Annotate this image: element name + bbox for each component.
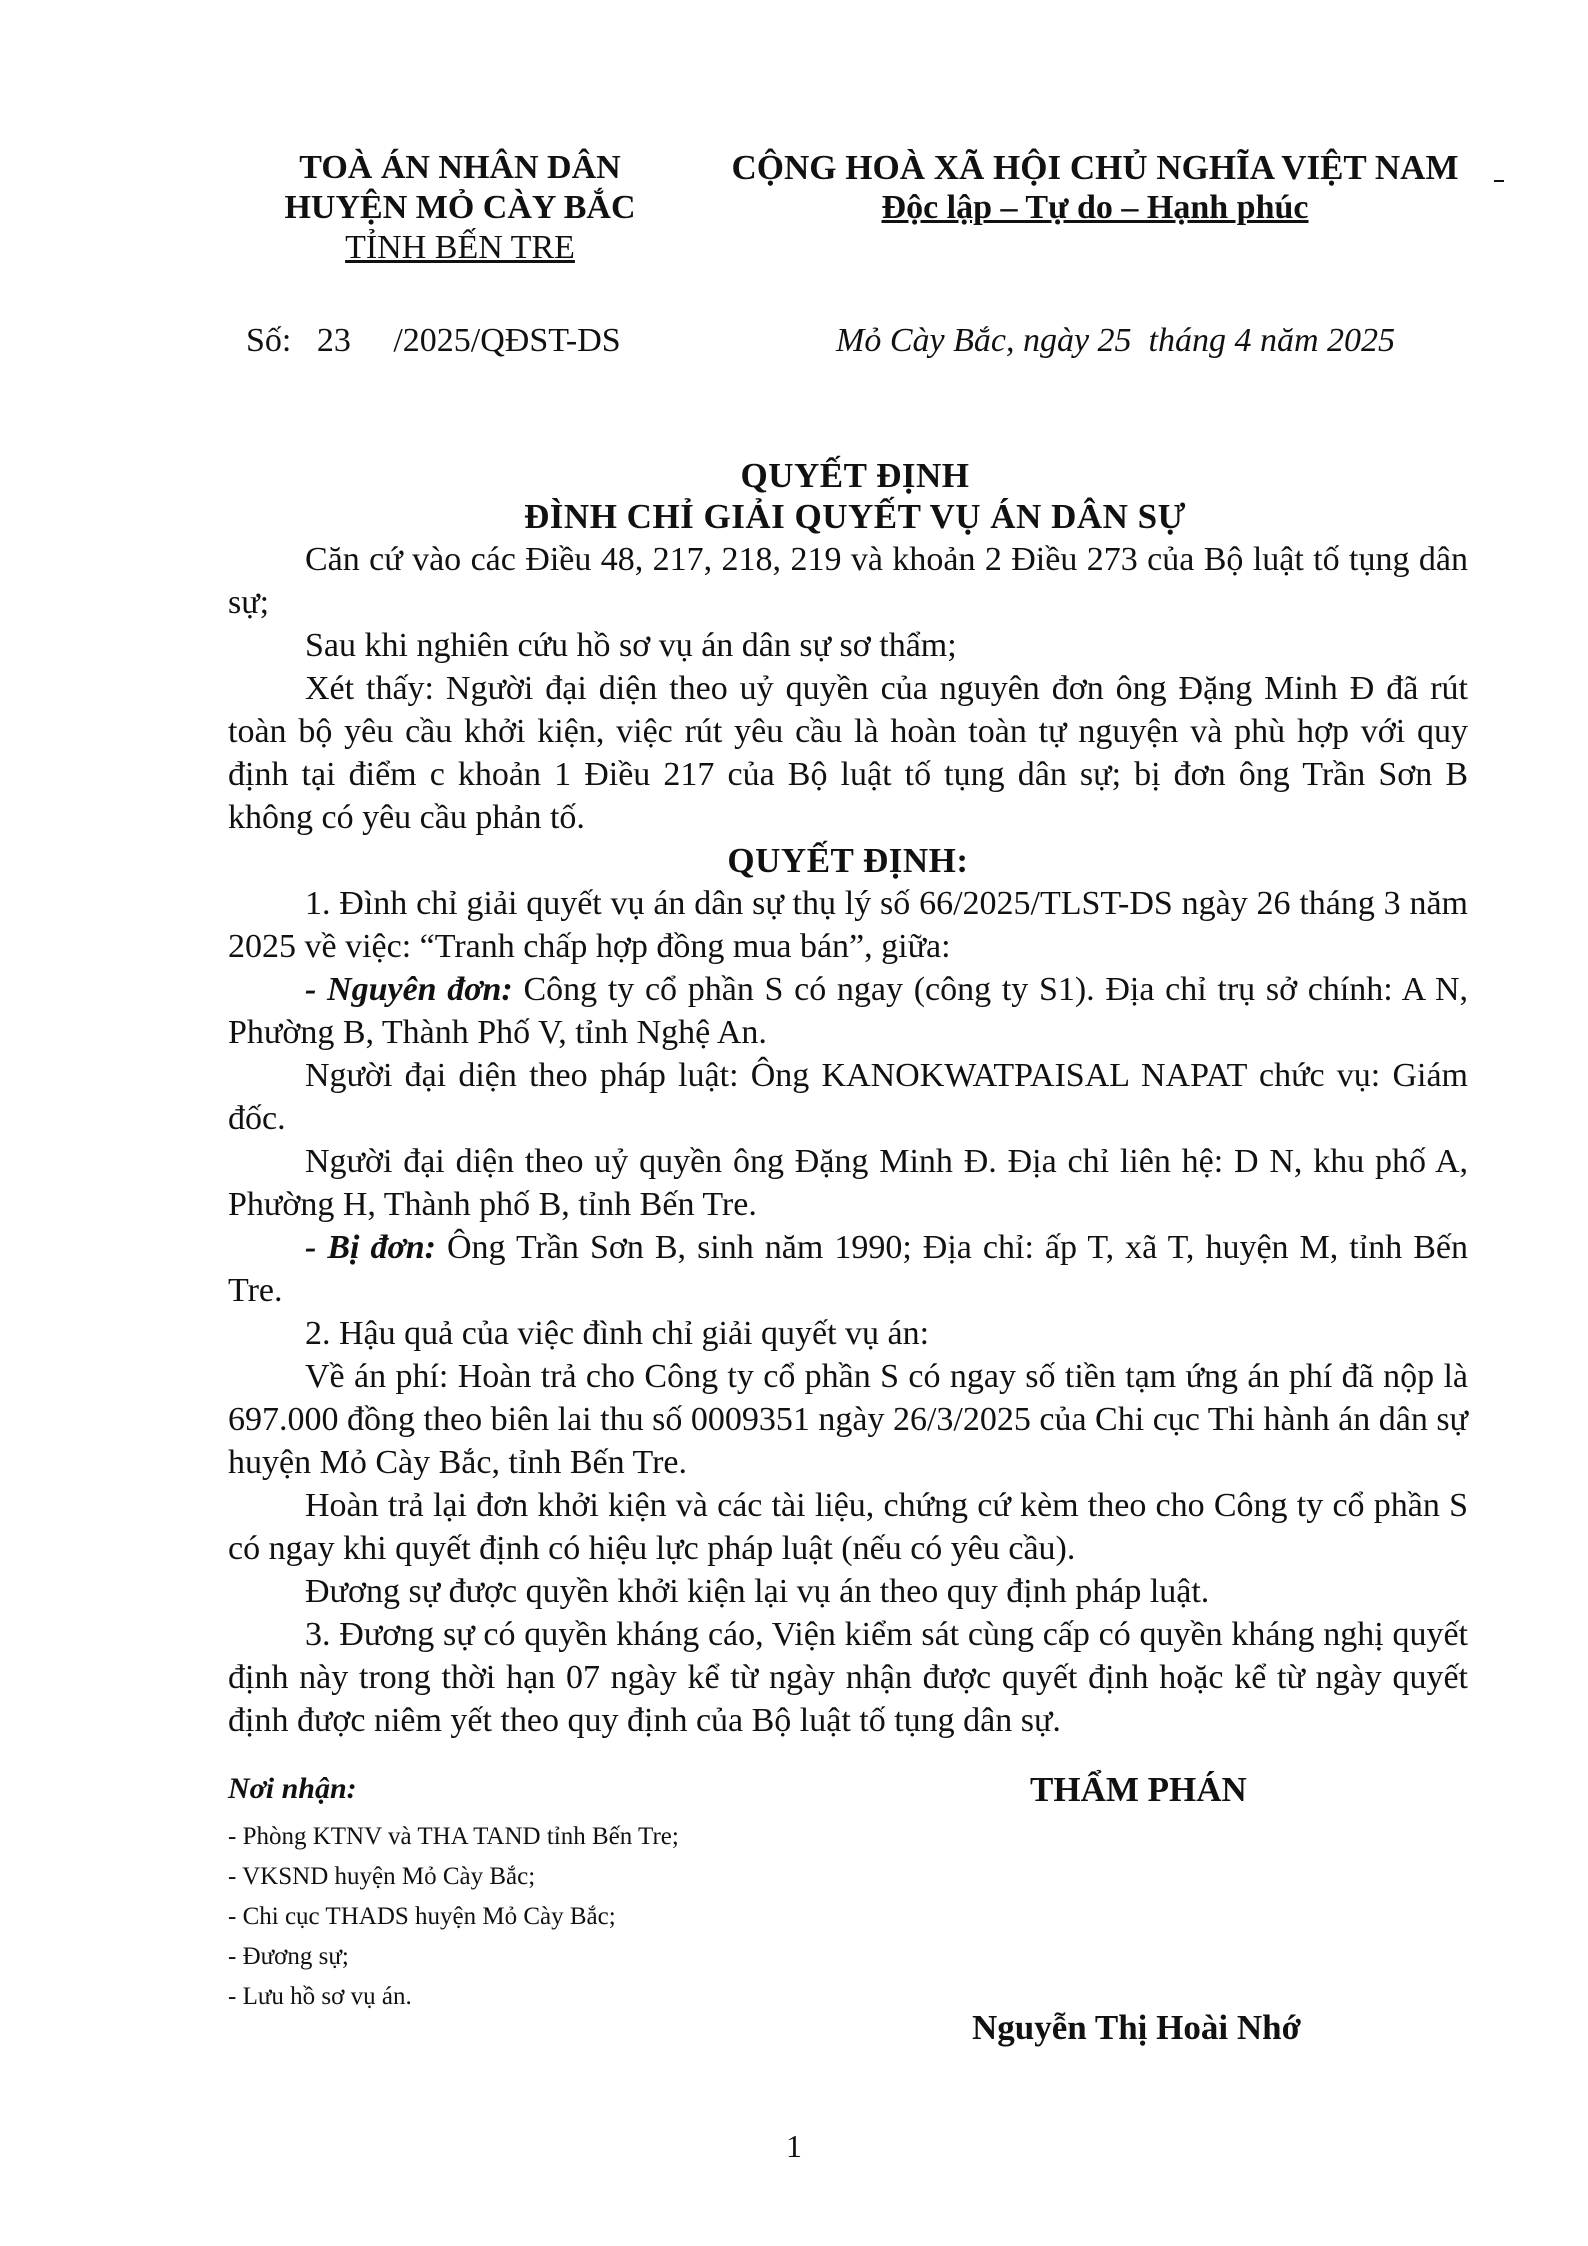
document-title: QUYẾT ĐỊNH <box>740 456 970 495</box>
defendant-details: Ông Trần Sơn B, sinh năm 1990; Địa chỉ: ấp T, xã T, huyện M, tỉnh Bến Tre. <box>228 1229 1468 1309</box>
court-name-line2: HUYỆN MỎ CÀY BẮC <box>284 189 636 226</box>
legal-basis-paragraph: Căn cứ vào các Điều 48, 217, 218, 219 và khoản 2 Điều 273 của Bộ luật tố tụng dân sự; <box>228 541 1468 621</box>
return-documents-paragraph: Hoàn trả lại đơn khởi kiện và các tài liệu, chứng cứ kèm theo cho Công ty cổ phần S có ngay khi quyết định có hiệu lực pháp luật (nếu có yêu cầu). <box>228 1487 1468 1567</box>
recipient-item: - Chi cục THADS huyện Mỏ Cày Bắc; <box>228 1903 616 1930</box>
defendant-paragraph <box>228 1226 1468 1312</box>
plaintiff-details: Công ty cổ phần S có ngay (công ty S1). Địa chỉ trụ sở chính: A N, Phường B, Thành Phố V, tỉnh Nghệ An. <box>228 971 1468 1051</box>
national-motto: Độc lập – Tự do – Hạnh phúc <box>881 189 1309 226</box>
court-province: TỈNH BẾN TRE <box>345 229 575 266</box>
considering-paragraph: Xét thấy: Người đại diện theo uỷ quyền của nguyên đơn ông Đặng Minh Đ đã rút toàn bộ yêu cầu khởi kiện, việc rút yêu cầu là hoàn toàn tự nguyện và phù hợp với quy định tại điểm c khoản 1 Điều 217 của Bộ luật tố tụng dân sự; bị đơn ông Trần Sơn B không có yêu cầu phản tố. <box>228 670 1468 836</box>
decision-heading: QUYẾT ĐỊNH: <box>727 841 969 880</box>
decision-item-1: 1. Đình chỉ giải quyết vụ án dân sự thụ lý số 66/2025/TLST-DS ngày 26 tháng 3 năm 2025 về việc: “Tranh chấp hợp đồng mua bán”, giữa: <box>228 885 1468 965</box>
place-date: Mỏ Cày Bắc, ngày 25 tháng 4 năm 2025 <box>836 322 1396 359</box>
decision-body <box>228 538 1468 1742</box>
legal-representative-paragraph: Người đại diện theo pháp luật: Ông KANOKWATPAISAL NAPAT chức vụ: Giám đốc. <box>228 1057 1468 1137</box>
decision-item-2: 2. Hậu quả của việc đình chỉ giải quyết vụ án: <box>305 1315 930 1352</box>
defendant-label: - Bị đơn: <box>305 1229 436 1266</box>
judge-name: Nguyễn Thị Hoài Nhớ <box>972 2008 1301 2047</box>
court-fee-paragraph: Về án phí: Hoàn trả cho Công ty cổ phần S có ngay số tiền tạm ứng án phí đã nộp là 697.000 đồng theo biên lai thu số 0009351 ngày 26/3/2025 của Chi cục Thi hành án dân sự huyện Mỏ Cày Bắc, tỉnh Bến Tre. <box>228 1358 1468 1481</box>
refile-right-paragraph: Đương sự được quyền khởi kiện lại vụ án theo quy định pháp luật. <box>305 1573 1210 1610</box>
decision-number: Số: 23 /2025/QĐST-DS <box>246 322 621 359</box>
court-name-line1: TOÀ ÁN NHÂN DÂN <box>299 149 621 186</box>
judge-title: THẨM PHÁN <box>1030 1770 1247 1809</box>
review-paragraph: Sau khi nghiên cứu hồ sơ vụ án dân sự sơ thẩm; <box>305 627 957 664</box>
court-header <box>210 148 710 268</box>
recipients-label: Nơi nhận: <box>228 1772 357 1805</box>
plaintiff-label: - Nguyên đơn: <box>305 971 513 1008</box>
national-header <box>700 148 1490 228</box>
page-number: 1 <box>786 2128 802 2164</box>
recipient-item: - Lưu hồ sơ vụ án. <box>228 1983 412 2010</box>
header-dash-mark <box>1494 180 1504 182</box>
decision-item-3: 3. Đương sự có quyền kháng cáo, Viện kiểm sát cùng cấp có quyền kháng nghị quyết định này trong thời hạn 07 ngày kể từ ngày nhận được quyết định hoặc kể từ ngày quyết định được niêm yết theo quy định của Bộ luật tố tụng dân sự. <box>228 1616 1468 1739</box>
recipient-item: - Đương sự; <box>228 1943 349 1970</box>
document-subtitle: ĐÌNH CHỈ GIẢI QUYẾT VỤ ÁN DÂN SỰ <box>524 497 1186 536</box>
authorized-representative-paragraph: Người đại diện theo uỷ quyền ông Đặng Minh Đ. Địa chỉ liên hệ: D N, khu phố A, Phường H, Thành phố B, tỉnh Bến Tre. <box>228 1143 1468 1223</box>
plaintiff-paragraph <box>228 968 1468 1054</box>
national-title: CỘNG HOÀ XÃ HỘI CHỦ NGHĨA VIỆT NAM <box>731 148 1459 187</box>
recipient-item: - Phòng KTNV và THA TAND tỉnh Bến Tre; <box>228 1823 679 1850</box>
recipient-item: - VKSND huyện Mỏ Cày Bắc; <box>228 1863 536 1890</box>
